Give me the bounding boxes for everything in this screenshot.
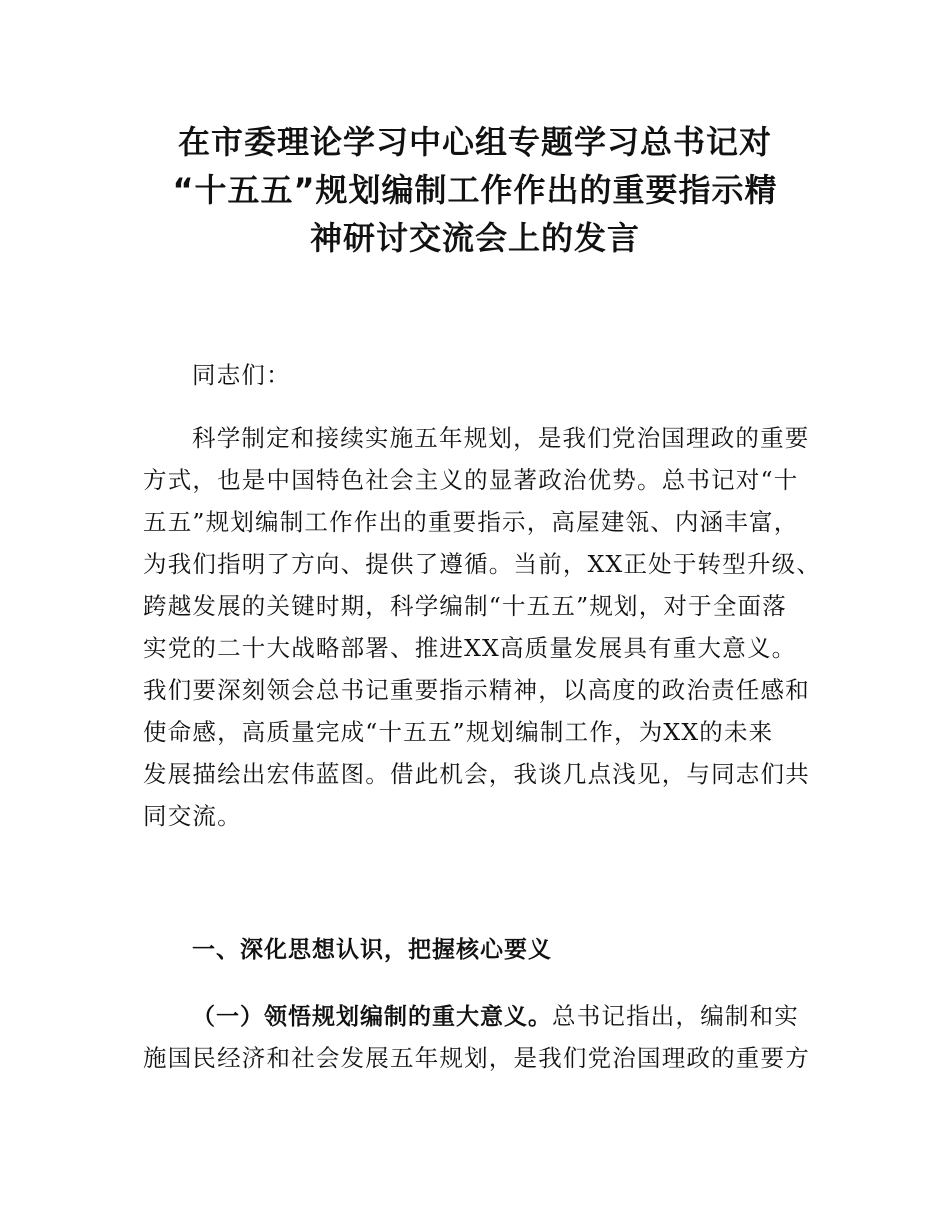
document-title bbox=[130, 118, 820, 262]
title-line: 在市委理论学习中心组专题学习总书记对 bbox=[177, 123, 772, 161]
paragraph-line bbox=[143, 995, 811, 1037]
paragraph-line: 施国民经济和社会发展五年规划，是我们党治国理政的重要方 bbox=[143, 1044, 810, 1072]
paragraph-line: 科学制定和接续实施五年规划，是我们党治国理政的重要 bbox=[192, 424, 810, 452]
paragraph-line: 我们要深刻领会总书记重要指示精神，以高度的政治责任感和 bbox=[143, 676, 810, 704]
paragraph-line: 实党的二十大战略部署、推进XX高质量发展具有重大意义。 bbox=[143, 634, 797, 662]
paragraph-line: 方式，也是中国特色社会主义的显著政治优势。总书记对“十 bbox=[143, 466, 799, 494]
paragraph-line: 为我们指明了方向、提供了遵循。当前，XX正处于转型升级、 bbox=[143, 550, 822, 578]
paragraph-line: 跨越发展的关键时期，科学编制“十五五”规划，对于全面落 bbox=[143, 592, 787, 620]
paragraph-line: 同交流。 bbox=[143, 802, 242, 830]
paragraph-line: 五五”规划编制工作作出的重要指示，高屋建瓴、内涵丰富， bbox=[143, 508, 799, 536]
section-heading: 一、深化思想认识，把握核心要义 bbox=[192, 937, 552, 963]
paragraph-line: 发展描绘出宏伟蓝图。借此机会，我谈几点浅见，与同志们共 bbox=[143, 760, 810, 788]
salutation: 同志们： bbox=[192, 361, 291, 389]
title-line: 神研讨交流会上的发言 bbox=[309, 219, 640, 257]
subsection-lead: （一）领悟规划编制的重大意义。 bbox=[192, 1004, 552, 1030]
paragraph-text: 总书记指出，编制和实 bbox=[552, 1002, 799, 1030]
intro-paragraph bbox=[143, 417, 822, 837]
section-paragraph bbox=[143, 995, 811, 1079]
title-line: “十五五”规划编制工作作出的重要指示精 bbox=[172, 171, 778, 209]
paragraph-line: 使命感，高质量完成“十五五”规划编制工作，为XX的未来 bbox=[143, 718, 774, 746]
